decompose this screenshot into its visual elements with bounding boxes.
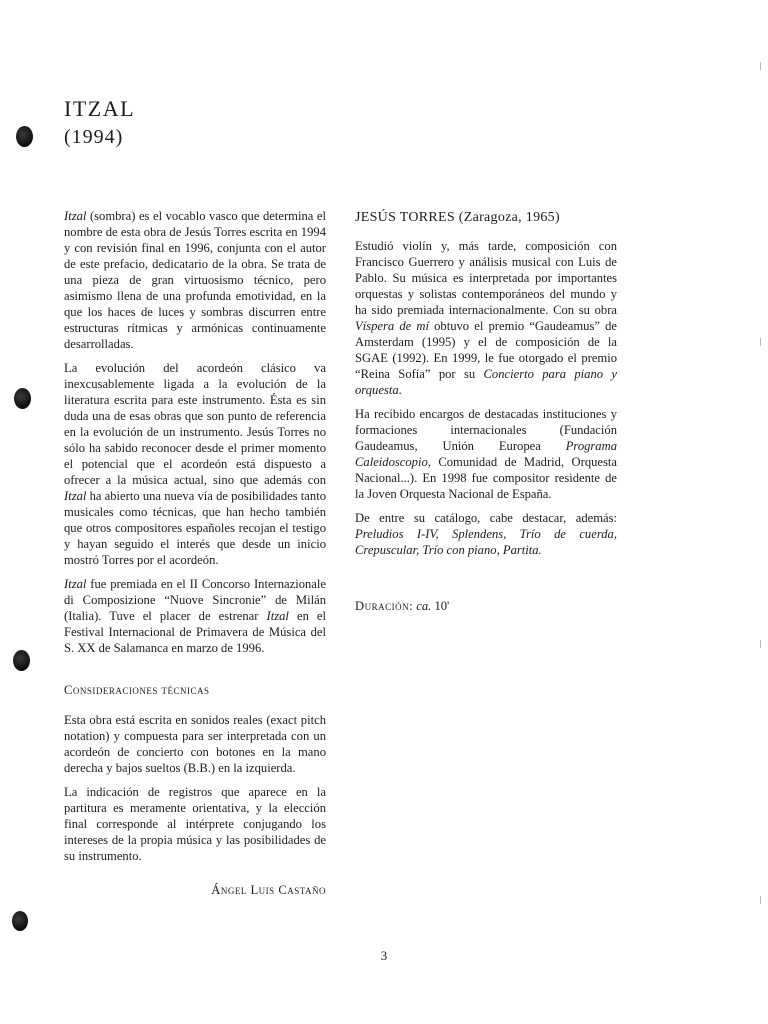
paragraph-text: fue premiada en el II Concorso Internazionale di Composizione “Nuove Sincronie” de Milán (Italia). Tuve el placer de estrenar bbox=[64, 577, 326, 623]
paragraph-text: (sombra) es el vocablo vasco que determina el nombre de esta obra de Jesús Torres escrita en 1994 y con revisión final en 1996, conjunta con el autor de este prefacio, dedicatario de la obra. Se trata de una pieza de gran virtuosismo técnico, pero asimismo llena de una profunda emotividad, en la que los haces de luces y sombras discurren entre estructuras rítmicas y armónicas continuamente desarrolladas. bbox=[64, 209, 326, 351]
italic-work-name: Itzal bbox=[64, 209, 87, 223]
preface-paragraph-3 bbox=[64, 576, 326, 656]
italic-work-name: Itzal bbox=[64, 577, 87, 591]
punch-hole-3 bbox=[13, 650, 30, 671]
preface-paragraph-1 bbox=[64, 208, 326, 352]
work-title: ITZAL bbox=[64, 96, 136, 121]
paragraph-text: ha abierto una nueva vía de posibilidades tanto musicales como técnicas, que han hecho también que otros compositores españoles recojan el testigo y hayan seguido el interés que desde un inicio mostró Torres por el acordeón. bbox=[64, 489, 326, 567]
edge-mark bbox=[760, 62, 761, 70]
paragraph-text: Ha recibido encargos de destacadas instituciones y formaciones internacionales (Fundación Gaudeamus, Unión Europea bbox=[355, 407, 617, 453]
italic-work-name: Itzal bbox=[64, 489, 87, 503]
edge-mark bbox=[760, 896, 761, 904]
biography-paragraph-1 bbox=[355, 238, 617, 398]
edge-mark bbox=[760, 640, 761, 648]
italic-work-name: Víspera de mí bbox=[355, 319, 429, 333]
technical-heading: Consideraciones técnicas bbox=[64, 683, 210, 697]
preface-column bbox=[64, 208, 326, 898]
italic-work-name: Programa Caleidoscopio bbox=[355, 439, 617, 469]
signature: Ángel Luis Castaño bbox=[211, 883, 326, 897]
preface-paragraph-2 bbox=[64, 360, 326, 568]
paragraph-text: , Comunidad de Madrid, Orquesta Nacional...). En 1998 fue compositor residente de la Joven Orquesta Nacional de España. bbox=[355, 455, 617, 501]
paragraph-text: De entre su catálogo, cabe destacar, además: bbox=[355, 511, 617, 525]
author-heading: JESÚS TORRES (Zaragoza, 1965) bbox=[355, 210, 560, 225]
technical-paragraph-2: La indicación de registros que aparece en la partitura es meramente orientativa, y la elección final corresponde al intérprete conjugando los intereses de la propia música y las posibilidades de su instrumento. bbox=[64, 785, 326, 863]
duration-value: 10' bbox=[431, 599, 450, 613]
biography-paragraph-3 bbox=[355, 510, 617, 558]
page-number: 3 bbox=[380, 948, 388, 963]
italic-work-name: Concierto para piano y orquesta bbox=[355, 367, 617, 397]
technical-paragraph-1: Esta obra está escrita en sonidos reales (exact pitch notation) y compuesta para ser interpretada con un acordeón de concierto con botones en la mano derecha y bajos sueltos (B.B.) en la izquierda. bbox=[64, 713, 326, 775]
punch-hole-2 bbox=[14, 388, 31, 409]
biography-column bbox=[355, 210, 617, 614]
punch-hole-1 bbox=[16, 126, 33, 147]
paragraph-text: . bbox=[398, 383, 402, 397]
paragraph-text: Estudió violín y, más tarde, composición con Francisco Guerrero y análisis musical con Luis de Pablo. Su música es interpretada por importantes orquestas y solistas contemporáneos del mundo y ha sido premiada internacionalmente. Con su obra bbox=[355, 239, 617, 317]
punch-hole-4 bbox=[12, 911, 28, 931]
edge-mark bbox=[760, 338, 761, 346]
biography-paragraph-2 bbox=[355, 406, 617, 502]
paragraph-text: obtuvo el premio “Gaudeamus” de Amsterdam (1995) y el de composición de la SGAE (1992). En 1999, le fue otorgado el premio “Reina Sofía” por su bbox=[355, 319, 617, 381]
paragraph-text: en el Festival Internacional de Primavera de Música del S. XX de Salamanca en marzo de 1996. bbox=[64, 609, 327, 655]
duration-circa: ca. bbox=[416, 599, 432, 613]
italic-work-name: Itzal bbox=[266, 609, 289, 623]
work-year: (1994) bbox=[64, 126, 124, 148]
duration bbox=[355, 598, 617, 614]
duration-label: Duración: bbox=[355, 599, 414, 613]
italic-work-list: Preludios I-IV, Splendens, Trío de cuerda, Crepuscular, Trío con piano, Partita. bbox=[355, 527, 617, 557]
paragraph-text: La evolución del acordeón clásico va inexcusablemente ligada a la evolución de la literatura escrita para este instrumento. Ésta es sin duda una de esas obras que son punto de referencia en la evolución de un instrumento. Jesús Torres no sólo ha sabido reconocer desde el primer momento el potencial que el acordeón está dispuesto a ofrecer a la música actual, sino que además con bbox=[64, 361, 326, 487]
